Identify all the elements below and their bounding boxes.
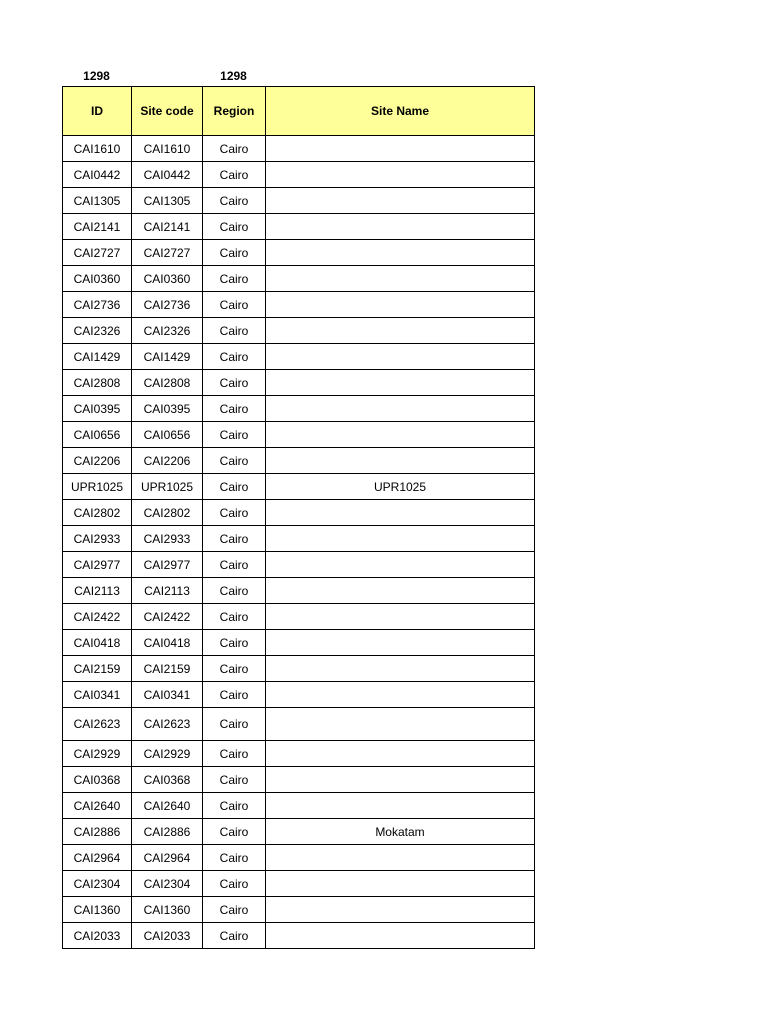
cell-site-name[interactable] [266,526,535,552]
table-row [63,630,535,656]
cell-site-name[interactable] [266,136,535,162]
cell-id[interactable]: CAI0395 [63,396,132,422]
cell-region[interactable]: Cairo [203,474,266,500]
cell-region[interactable]: Cairo [203,500,266,526]
cell-id[interactable]: CAI2886 [63,819,132,845]
cell-id[interactable]: CAI2113 [63,578,132,604]
cell-id[interactable]: CAI2422 [63,604,132,630]
cell-region[interactable]: Cairo [203,240,266,266]
cell-region[interactable]: Cairo [203,682,266,708]
cell-site-code[interactable]: CAI2206 [132,448,203,474]
cell-site-code[interactable]: CAI2422 [132,604,203,630]
cell-id[interactable]: CAI2326 [63,318,132,344]
cell-id[interactable]: CAI1360 [63,897,132,923]
table-row [63,370,535,396]
cell-site-code[interactable]: CAI2326 [132,318,203,344]
header-row [63,87,535,136]
cell-region[interactable]: Cairo [203,448,266,474]
cell-site-name[interactable] [266,767,535,793]
cell-id[interactable]: CAI1305 [63,188,132,214]
cell-region[interactable]: Cairo [203,845,266,871]
cell-site-code[interactable]: CAI2964 [132,845,203,871]
cell-region[interactable]: Cairo [203,708,266,741]
cell-site-code[interactable]: CAI1429 [132,344,203,370]
table-row [63,136,535,162]
table-row [63,871,535,897]
table-row [63,448,535,474]
cell-site-code[interactable]: CAI2929 [132,741,203,767]
cell-site-code[interactable]: CAI2159 [132,656,203,682]
cell-region[interactable]: Cairo [203,318,266,344]
cell-site-name[interactable]: UPR1025 [266,474,535,500]
table-row [63,708,535,741]
cell-id[interactable]: CAI0442 [63,162,132,188]
cell-id[interactable]: CAI2141 [63,214,132,240]
cell-site-code[interactable]: CAI1610 [132,136,203,162]
table-row [63,162,535,188]
count-label-right: 1298 [220,69,247,83]
cell-region[interactable]: Cairo [203,292,266,318]
cell-site-name[interactable] [266,708,535,741]
cell-site-name[interactable] [266,214,535,240]
table-row [63,396,535,422]
table-row [63,741,535,767]
cell-region[interactable]: Cairo [203,578,266,604]
table-row [63,682,535,708]
cell-site-code[interactable]: CAI0395 [132,396,203,422]
cell-region[interactable]: Cairo [203,604,266,630]
cell-site-code[interactable]: CAI2640 [132,793,203,819]
cell-site-name[interactable] [266,897,535,923]
cell-region[interactable]: Cairo [203,422,266,448]
cell-site-name[interactable] [266,318,535,344]
cell-site-code[interactable]: CAI2623 [132,708,203,741]
cell-site-name[interactable] [266,923,535,949]
cell-site-name[interactable] [266,741,535,767]
cell-id[interactable]: CAI0368 [63,767,132,793]
sites-table [62,86,535,949]
table-body [63,136,535,949]
table-row [63,767,535,793]
table-row [63,604,535,630]
cell-region[interactable]: Cairo [203,344,266,370]
table-row [63,656,535,682]
cell-site-code[interactable]: CAI2886 [132,819,203,845]
cell-site-name[interactable] [266,188,535,214]
cell-region[interactable]: Cairo [203,897,266,923]
cell-site-code[interactable]: CAI0656 [132,422,203,448]
cell-site-name[interactable] [266,871,535,897]
table-row [63,897,535,923]
cell-site-name[interactable] [266,578,535,604]
cell-id[interactable]: CAI2640 [63,793,132,819]
table-row [63,578,535,604]
cell-site-name[interactable] [266,370,535,396]
cell-region[interactable]: Cairo [203,136,266,162]
cell-region[interactable]: Cairo [203,741,266,767]
cell-site-code[interactable]: CAI2736 [132,292,203,318]
table-row [63,292,535,318]
table-row [63,500,535,526]
cell-site-code[interactable]: CAI2802 [132,500,203,526]
cell-site-name[interactable] [266,656,535,682]
cell-site-code[interactable]: CAI2033 [132,923,203,949]
cell-site-code[interactable]: CAI0368 [132,767,203,793]
cell-site-code[interactable]: CAI2304 [132,871,203,897]
column-header-region[interactable]: Region [203,87,266,136]
cell-region[interactable]: Cairo [203,793,266,819]
cell-id[interactable]: CAI2033 [63,923,132,949]
table-row [63,923,535,949]
cell-site-code[interactable]: CAI0418 [132,630,203,656]
cell-id[interactable]: CAI1429 [63,344,132,370]
cell-id[interactable]: CAI0341 [63,682,132,708]
cell-site-name[interactable]: Mokatam [266,819,535,845]
cell-site-code[interactable]: CAI2977 [132,552,203,578]
count-label-left: 1298 [83,69,110,83]
cell-site-code[interactable]: CAI2808 [132,370,203,396]
cell-region[interactable]: Cairo [203,162,266,188]
cell-id[interactable]: CAI2933 [63,526,132,552]
table-row [63,240,535,266]
table-row [63,344,535,370]
table-row [63,552,535,578]
cell-site-code[interactable]: CAI0442 [132,162,203,188]
cell-site-name[interactable] [266,630,535,656]
cell-site-name[interactable] [266,396,535,422]
cell-id[interactable]: CAI0360 [63,266,132,292]
cell-site-code[interactable]: CAI1360 [132,897,203,923]
cell-site-code[interactable]: CAI2727 [132,240,203,266]
cell-site-code[interactable]: CAI0360 [132,266,203,292]
cell-site-name[interactable] [266,292,535,318]
cell-site-code[interactable]: CAI2933 [132,526,203,552]
cell-id[interactable]: CAI2802 [63,500,132,526]
table-row [63,266,535,292]
cell-id[interactable]: CAI2206 [63,448,132,474]
cell-id[interactable]: UPR1025 [63,474,132,500]
cell-site-name[interactable] [266,604,535,630]
cell-id[interactable]: CAI2964 [63,845,132,871]
cell-id[interactable]: CAI2736 [63,292,132,318]
cell-region[interactable]: Cairo [203,871,266,897]
cell-id[interactable]: CAI2623 [63,708,132,741]
cell-site-name[interactable] [266,793,535,819]
cell-site-code[interactable]: CAI2141 [132,214,203,240]
cell-id[interactable]: CAI1610 [63,136,132,162]
cell-region[interactable]: Cairo [203,526,266,552]
table-row [63,214,535,240]
cell-site-name[interactable] [266,240,535,266]
table-row [63,474,535,500]
cell-site-name[interactable] [266,266,535,292]
column-header-site-code[interactable]: Site code [132,87,203,136]
cell-site-code[interactable]: CAI1305 [132,188,203,214]
table-row [63,422,535,448]
cell-id[interactable]: CAI2808 [63,370,132,396]
cell-site-name[interactable] [266,422,535,448]
cell-site-name[interactable] [266,845,535,871]
cell-region[interactable]: Cairo [203,214,266,240]
cell-site-code[interactable]: CAI2113 [132,578,203,604]
cell-region[interactable]: Cairo [203,923,266,949]
cell-site-name[interactable] [266,344,535,370]
cell-region[interactable]: Cairo [203,819,266,845]
table-row [63,793,535,819]
cell-region[interactable]: Cairo [203,767,266,793]
cell-id[interactable]: CAI2727 [63,240,132,266]
column-header-site-name[interactable]: Site Name [266,87,535,136]
cell-id[interactable]: CAI2977 [63,552,132,578]
cell-region[interactable]: Cairo [203,396,266,422]
cell-id[interactable]: CAI0418 [63,630,132,656]
table-row [63,318,535,344]
table-row [63,845,535,871]
cell-region[interactable]: Cairo [203,188,266,214]
cell-site-name[interactable] [266,448,535,474]
cell-region[interactable]: Cairo [203,552,266,578]
cell-site-name[interactable] [266,552,535,578]
cell-id[interactable]: CAI2159 [63,656,132,682]
cell-site-code[interactable]: UPR1025 [132,474,203,500]
cell-region[interactable]: Cairo [203,370,266,396]
cell-id[interactable]: CAI2929 [63,741,132,767]
cell-region[interactable]: Cairo [203,266,266,292]
cell-id[interactable]: CAI0656 [63,422,132,448]
table-row [63,819,535,845]
cell-site-name[interactable] [266,500,535,526]
table-row [63,526,535,552]
cell-site-name[interactable] [266,682,535,708]
table-row [63,188,535,214]
cell-site-name[interactable] [266,162,535,188]
cell-id[interactable]: CAI2304 [63,871,132,897]
cell-site-code[interactable]: CAI0341 [132,682,203,708]
cell-region[interactable]: Cairo [203,630,266,656]
column-header-id[interactable]: ID [63,87,132,136]
cell-region[interactable]: Cairo [203,656,266,682]
